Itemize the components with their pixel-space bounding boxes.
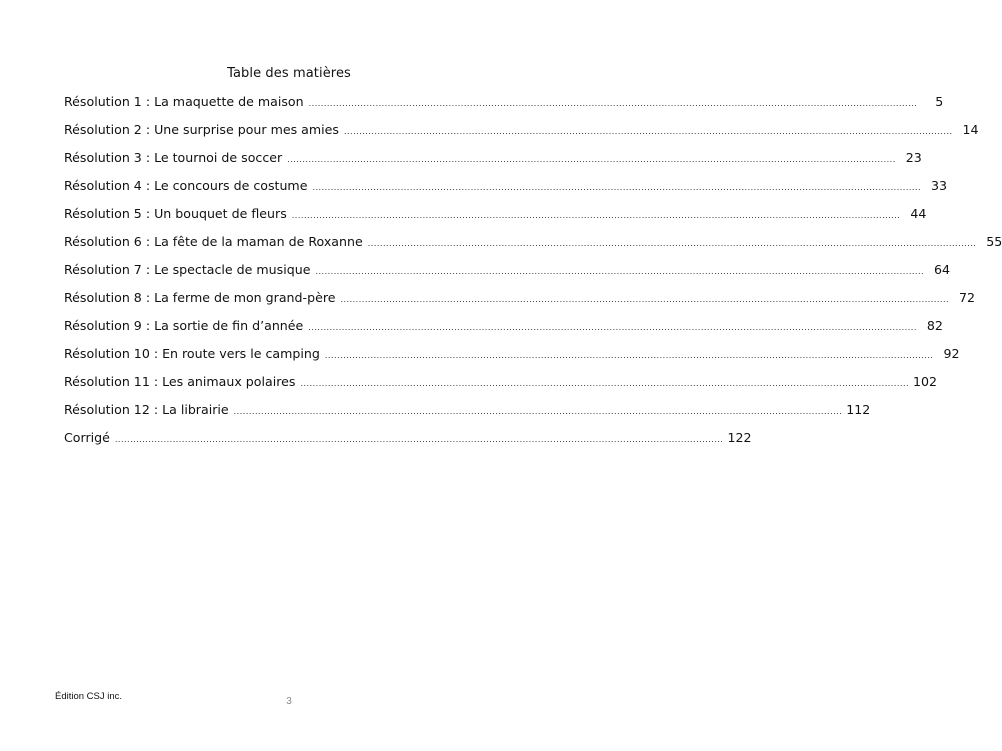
toc-entry — [64, 346, 960, 374]
toc-entry-label: Résolution 7 : Le spectacle de musique — [64, 262, 311, 277]
toc-entry-leader: ........................................................................................................................................................................................................ — [291, 211, 901, 220]
toc-entry — [64, 94, 944, 122]
toc-entry-label: Résolution 3 : Le tournoi de soccer — [64, 150, 283, 165]
toc-entry-page: 72 — [959, 290, 976, 305]
toc-entry-leader: ........................................................................................................................................................................................................ — [324, 351, 934, 360]
toc-title: Table des matières — [227, 66, 351, 81]
toc-entry-leader: ........................................................................................................................................................................................................ — [300, 379, 910, 388]
toc-entry — [64, 122, 979, 150]
toc-entry-leader: ........................................................................................................................................................................................................ — [312, 183, 922, 192]
toc-entry — [64, 178, 948, 206]
toc-entry — [64, 150, 922, 178]
toc-entry-leader: ........................................................................................................................................................................................................ — [287, 155, 896, 164]
toc-entry-leader: ........................................................................................................................................................................................................ — [315, 267, 925, 276]
toc-entry-page: 33 — [931, 178, 948, 193]
toc-entry-leader: ........................................................................................................................................................................................................ — [343, 127, 953, 136]
toc-entry-label: Résolution 2 : Une surprise pour mes amies — [64, 122, 339, 137]
toc-entry-page: 92 — [943, 346, 960, 361]
toc-entry-leader: ........................................................................................................................................................................................................ — [367, 239, 977, 248]
toc-entry-page: 82 — [926, 318, 943, 333]
toc-entry-leader: ........................................................................................................................................................................................................ — [114, 435, 724, 444]
toc-entry-leader: ........................................................................................................................................................................................................ — [308, 99, 918, 108]
toc-entry-page: 102 — [913, 374, 938, 389]
toc-entry — [64, 262, 951, 290]
toc-entry-label: Résolution 5 : Un bouquet de fleurs — [64, 206, 287, 221]
toc-entry-leader: ........................................................................................................................................................................................................ — [308, 323, 917, 332]
toc-entry-page: 64 — [934, 262, 951, 277]
toc-entry-label: Résolution 11 : Les animaux polaires — [64, 374, 296, 389]
toc-entry-label: Résolution 9 : La sortie de fin d’année — [64, 318, 304, 333]
toc-entry-page: 14 — [962, 122, 979, 137]
toc-entry-page: 112 — [846, 402, 871, 417]
toc-entry — [64, 374, 938, 402]
toc-entry — [64, 206, 927, 234]
toc-entry-page: 5 — [935, 94, 944, 109]
toc-entry — [64, 402, 871, 430]
toc-entry — [64, 318, 943, 346]
toc-entry-leader: ........................................................................................................................................................................................................ — [233, 407, 843, 416]
toc-entry — [64, 290, 976, 318]
toc-entry-page: 55 — [986, 234, 1002, 249]
toc-entry-label: Résolution 12 : La librairie — [64, 402, 229, 417]
toc-entry — [64, 234, 1002, 262]
toc-entry-label: Résolution 8 : La ferme de mon grand-père — [64, 290, 336, 305]
toc-entry — [64, 430, 752, 458]
footer-edition: Édition CSJ inc. — [55, 691, 123, 702]
toc-entry-label: Résolution 10 : En route vers le camping — [64, 346, 320, 361]
toc-entry-page: 23 — [905, 150, 922, 165]
toc-entry-label: Corrigé — [64, 430, 110, 445]
footer-page-number: 3 — [286, 696, 292, 707]
toc-entry-leader: ........................................................................................................................................................................................................ — [340, 295, 950, 304]
toc-entry-page: 122 — [727, 430, 752, 445]
toc-entry-page: 44 — [910, 206, 927, 221]
toc-entry-label: Résolution 4 : Le concours de costume — [64, 178, 308, 193]
toc-entry-label: Résolution 6 : La fête de la maman de Roxanne — [64, 234, 363, 249]
toc-entry-label: Résolution 1 : La maquette de maison — [64, 94, 304, 109]
toc-list — [64, 94, 1002, 458]
